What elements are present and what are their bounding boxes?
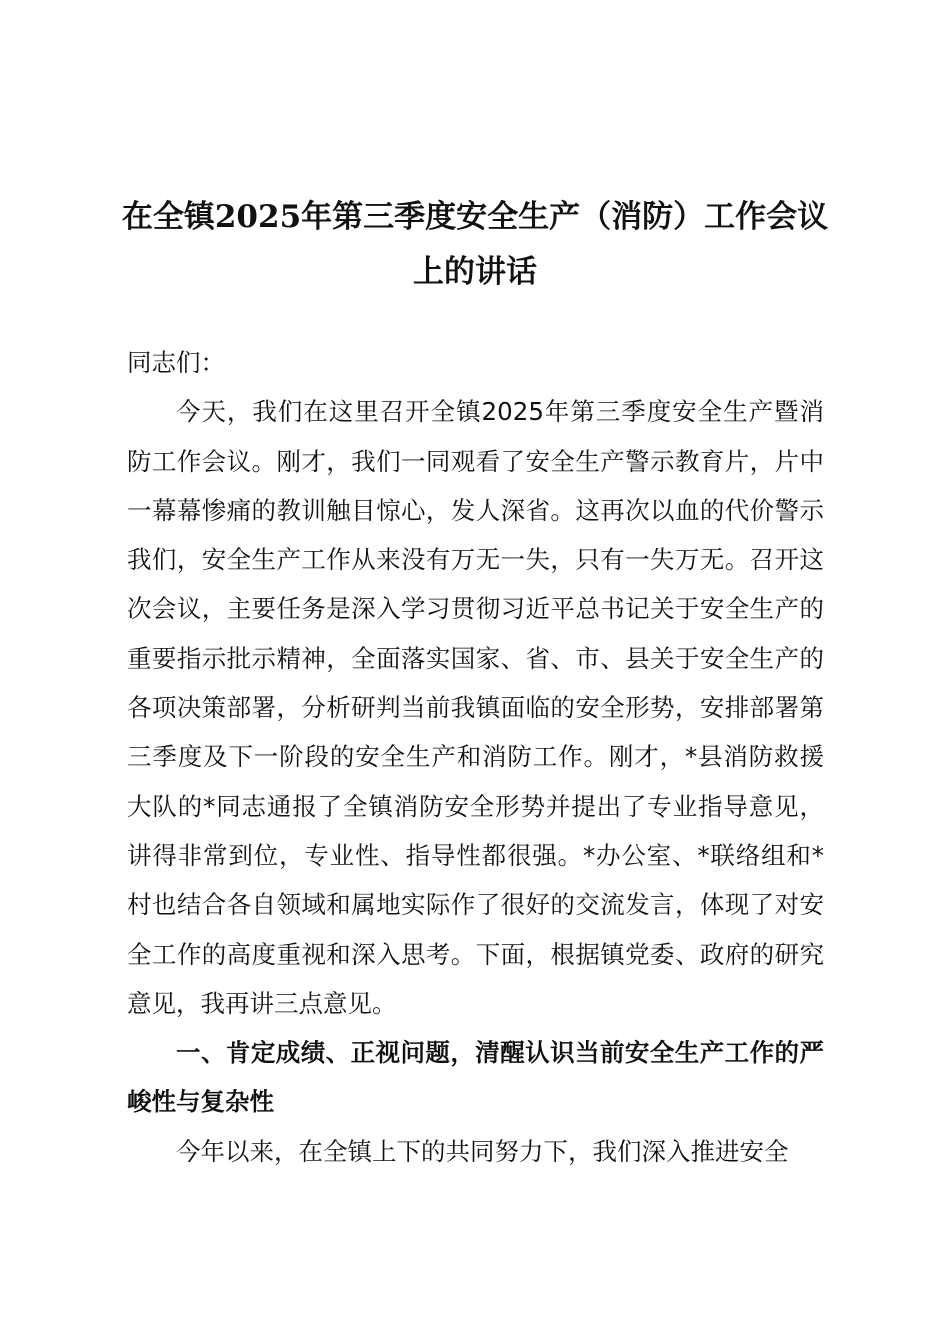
document-title: 在全镇2025年第三季度安全生产（消防）工作会议上的讲话 xyxy=(121,199,829,290)
section-heading: 一、肯定成绩、正视问题，清醒认识当前安全生产工作的严峻性与复杂性 xyxy=(127,1038,824,1117)
opening-paragraph: 今天，我们在这里召开全镇2025年第三季度安全生产暨消防工作会议。刚才，我们一同观看了安全生产警示教育片，片中一幕幕惨痛的教训触目惊心，发人深省。这再次以血的代价警示我们，安全生产工作从来没有万无一失，只有一失万无。召开这次会议，主要任务是深入学习贯彻习近平总书记关于安全生产的重要指示批示精神，全面落实国家、省、市、县关于安全生产的各项决策部署，分析研判当前我镇面临的安全形势，安排部署第三季度及下一阶段的安全生产和消防工作。刚才，*县消防救援大队的*同志通报了全镇消防安全形势并提出了专业指导意见，讲得非常到位，专业性、指导性都很强。*办公室、*联络组和*村也结合各自领域和属地实际作了很好的交流发言，体现了对安全工作的高度重视和深入思考。下面，根据镇党委、政府的研究意见，我再讲三点意见。 xyxy=(127,397,824,1018)
section-paragraph: 今年以来，在全镇上下的共同努力下，我们深入推进安全 xyxy=(176,1136,789,1166)
salutation: 同志们： xyxy=(127,348,225,377)
document-body xyxy=(127,338,824,1176)
